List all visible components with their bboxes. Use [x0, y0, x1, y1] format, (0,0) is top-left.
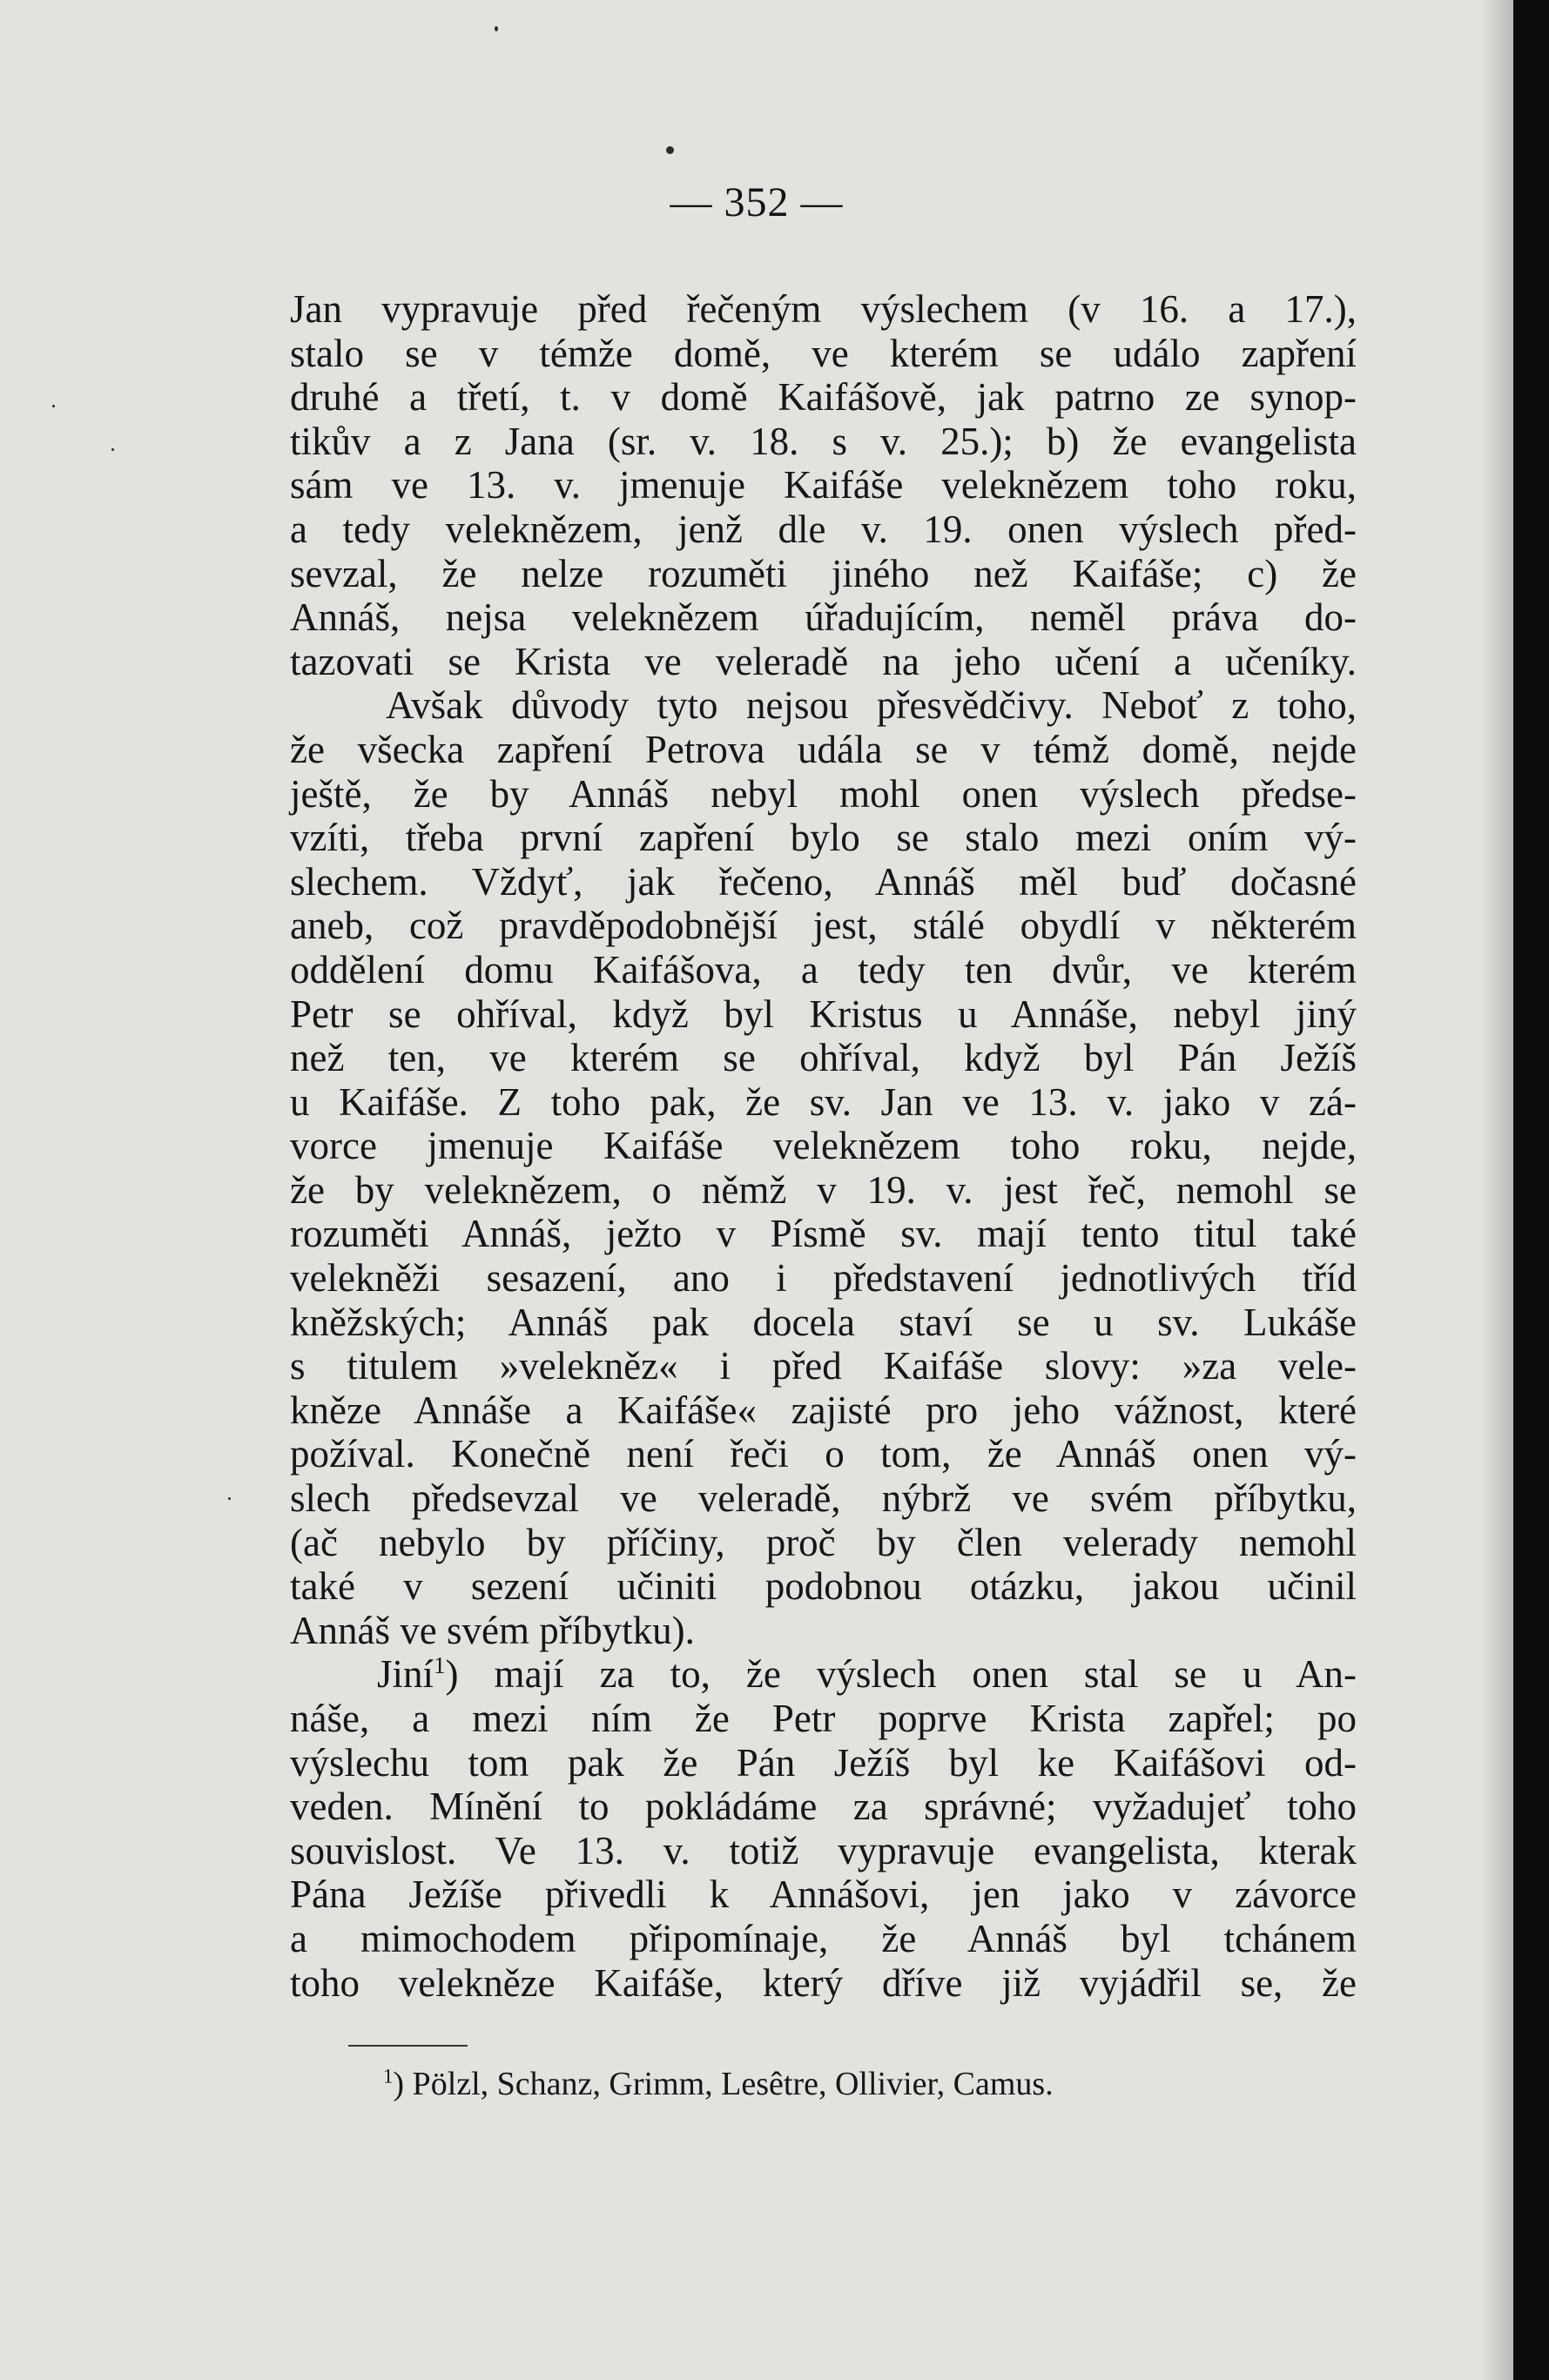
text-line: (ač nebylo by příčiny, proč by člen velerady nemohl — [290, 1520, 1357, 1564]
text-line: vzíti, třeba první zapření bylo se stalo mezi oním vý- — [290, 816, 1357, 860]
text-fragment: Jiní — [377, 1652, 434, 1697]
text-line-paragraph-start — [290, 1652, 1357, 1697]
footnote — [383, 2065, 1054, 2103]
text-line: Pána Ježíše přivedli k Annášovi, jen jako v závorce — [290, 1872, 1357, 1917]
text-line: že by veleknězem, o němž v 19. v. jest řeč, nemohl se — [290, 1167, 1357, 1212]
text-line: že všecka zapření Petrova udála se v témž domě, nejde — [290, 727, 1357, 771]
text-line: druhé a třetí, t. v domě Kaifášově, jak patrno ze synop- — [290, 375, 1357, 420]
print-speck — [666, 146, 674, 154]
page-number-header: — 352 — — [670, 179, 844, 225]
text-line: tikův a z Jana (sr. v. 18. s v. 25.); b) že evangelista — [290, 419, 1357, 463]
text-fragment: ) mají za to, že výslech onen stal se u An- — [445, 1652, 1357, 1697]
text-line: s titulem »velekněz« i před Kaifáše slovy: »za vele- — [290, 1344, 1357, 1388]
page-gutter-shadow — [1480, 0, 1513, 2380]
text-line-paragraph-start: Avšak důvody tyto nejsou přesvědčivy. Neboť z toho, — [386, 683, 1357, 728]
text-line: rozuměti Annáš, ježto v Písmě sv. mají tento titul také — [290, 1212, 1357, 1256]
text-line: kněžských; Annáš pak docela staví se u sv. Lukáše — [290, 1300, 1357, 1344]
body-text — [290, 287, 1357, 2005]
footnote-reference[interactable]: 1 — [434, 1652, 446, 1679]
text-line: souvislost. Ve 13. v. totiž vypravuje evangelista, kterak — [290, 1828, 1357, 1872]
print-speck — [111, 448, 114, 451]
text-line: oddělení domu Kaifášova, a tedy ten dvůr, ve kterém — [290, 947, 1357, 992]
print-speck — [495, 26, 498, 31]
text-line: slechem. Vždyť, jak řečeno, Annáš měl buď dočasné — [290, 859, 1357, 904]
text-line: kněze Annáše a Kaifáše« zajisté pro jeho vážnost, které — [290, 1388, 1357, 1432]
print-speck — [52, 405, 55, 407]
footnote-text: ) Pölzl, Schanz, Grimm, Lesêtre, Ollivier, Camus. — [393, 2066, 1054, 2102]
text-line: a mimochodem připomínaje, že Annáš byl tchánem — [290, 1916, 1357, 1960]
text-line: než ten, ve kterém se ohříval, když byl Pán Ježíš — [290, 1036, 1357, 1080]
text-line: sám ve 13. v. jmenuje Kaifáše veleknězem toho roku, — [290, 463, 1357, 508]
text-line: Annáš, nejsa veleknězem úřadujícím, neměl práva do- — [290, 595, 1357, 640]
text-line: vorce jmenuje Kaifáše veleknězem toho roku, nejde, — [290, 1124, 1357, 1168]
text-line: náše, a mezi ním že Petr poprve Krista zapřel; po — [290, 1697, 1357, 1740]
text-line: ještě, že by Annáš nebyl mohl onen výslech předse- — [290, 771, 1357, 816]
text-line: tazovati se Krista ve veleradě na jeho učení a učeníky. — [290, 639, 1357, 683]
text-line: stalo se v témže domě, ve kterém se událo zapření — [290, 331, 1357, 375]
text-line: slech předsevzal ve veleradě, nýbrž ve svém příbytku, — [290, 1476, 1357, 1521]
footnote-divider — [348, 2045, 468, 2047]
text-line: velekněži sesazení, ano i představení jednotlivých tříd — [290, 1256, 1357, 1301]
text-line: veden. Mínění to pokládáme za správné; vyžadujeť toho — [290, 1785, 1357, 1829]
text-line: výslechu tom pak že Pán Ježíš byl ke Kaifášovi od- — [290, 1740, 1357, 1785]
page-edge-background — [1513, 0, 1549, 2380]
text-line: také v sezení učiniti podobnou otázku, jakou učinil — [290, 1564, 1357, 1609]
text-line: požíval. Konečně není řeči o tom, že Annáš onen vý- — [290, 1432, 1357, 1476]
footnote-marker: 1 — [383, 2065, 394, 2088]
text-line: toho velekněze Kaifáše, který dříve již vyjádřil se, že — [290, 1960, 1357, 2005]
text-line: aneb, což pravděpodobnější jest, stálé obydlí v některém — [290, 904, 1357, 948]
text-line: sevzal, že nelze rozuměti jiného než Kaifáše; c) že — [290, 551, 1357, 595]
text-line: Petr se ohříval, když byl Kristus u Annáše, nebyl jiný — [290, 992, 1357, 1036]
text-line: u Kaifáše. Z toho pak, že sv. Jan ve 13. v. jako v zá- — [290, 1079, 1357, 1124]
print-speck — [228, 1497, 231, 1500]
text-line-paragraph-end: Annáš ve svém příbytku). — [290, 1608, 695, 1652]
text-line: a tedy veleknězem, jenž dle v. 19. onen výslech před- — [290, 507, 1357, 551]
text-line: Jan vypravuje před řečeným výslechem (v 16. a 17.), — [290, 287, 1357, 331]
